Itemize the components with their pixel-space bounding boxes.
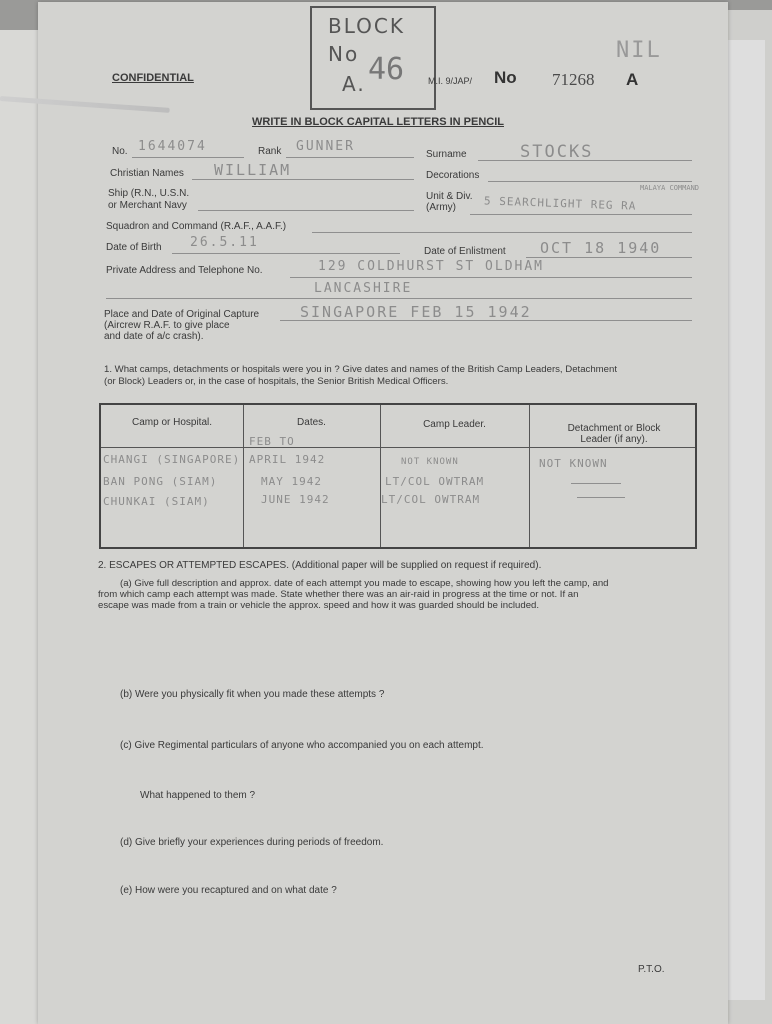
- capture-label-3: and date of a/c crash).: [104, 331, 204, 342]
- rank-line: [286, 157, 414, 158]
- row3-leader: LT/COL OWTRAM: [381, 493, 481, 506]
- row3-detachment-dash: [577, 497, 625, 498]
- enlistment-value: OCT 18 1940: [540, 239, 662, 257]
- row1-leader: NOT KNOWN: [401, 457, 459, 467]
- row3-camp: CHUNKAI (SIAM): [103, 495, 210, 508]
- dates-top-note: FEB TO: [249, 435, 295, 448]
- decorations-label: Decorations: [426, 170, 480, 181]
- row2-dates: MAY 1942: [261, 475, 322, 488]
- no-line: [132, 157, 244, 158]
- squadron-label: Squadron and Command (R.A.F., A.A.F.): [106, 221, 287, 232]
- q2-a-line-1: (a) Give full description and approx. date of each attempt you made to escape, showing how you left the camp, and: [120, 578, 609, 589]
- nil-handwritten-note: NIL: [616, 38, 662, 63]
- stamp-no-text: No: [328, 42, 360, 66]
- ship-label-1: Ship (R.N., U.S.N.: [108, 188, 190, 199]
- camps-table: [99, 403, 697, 549]
- rank-label: Rank: [258, 146, 282, 157]
- header-detachment-1: Detachment or Block: [567, 423, 661, 434]
- back-sheet-edge: [724, 40, 765, 1000]
- unit-value-extra: MALAYA COMMAND: [640, 184, 700, 192]
- confidential-label: CONFIDENTIAL: [112, 72, 194, 84]
- address-label: Private Address and Telephone No.: [106, 265, 263, 276]
- row2-camp: BAN PONG (SIAM): [103, 475, 218, 488]
- unit-value: 5 SEARCHLIGHT REG RA: [483, 194, 637, 213]
- address-value-1: 129 COLDHURST ST OLDHAM: [318, 259, 545, 274]
- header-camp: Camp or Hospital.: [131, 417, 213, 428]
- no-label: No.: [112, 146, 128, 157]
- row2-detachment-dash: [571, 483, 621, 484]
- row1-dates: APRIL 1942: [249, 453, 326, 466]
- row1-detachment: NOT KNOWN: [539, 457, 608, 470]
- capture-label-2: (Aircrew R.A.F. to give place: [104, 320, 230, 331]
- ship-label-2: or Merchant Navy: [108, 200, 187, 211]
- enlistment-line: [526, 257, 692, 258]
- dob-value: 26.5.11: [190, 235, 259, 250]
- q1-text-1: 1. What camps, detachments or hospitals were you in ? Give dates and names of the British Camp Leaders, Detachment: [104, 364, 617, 375]
- q2-d: (d) Give briefly your experiences during periods of freedom.: [120, 837, 384, 848]
- row3-dates: JUNE 1942: [261, 493, 330, 506]
- surname-value: STOCKS: [520, 142, 594, 162]
- no-value: 1644074: [138, 139, 207, 154]
- header-camp-leader: Camp Leader.: [423, 419, 486, 430]
- stamp-a-text: A.: [342, 72, 366, 96]
- q2-title: 2. ESCAPES OR ATTEMPTED ESCAPES. (Additional paper will be supplied on request if required).: [98, 560, 542, 571]
- dob-label: Date of Birth: [106, 242, 162, 253]
- ship-line: [198, 210, 414, 211]
- capture-value: SINGAPORE FEB 15 1942: [300, 303, 532, 321]
- q2-c-followup: What happened to them ?: [140, 790, 256, 801]
- squadron-line: [312, 232, 692, 233]
- address-value-2: LANCASHIRE: [314, 281, 413, 296]
- unit-line: [470, 214, 692, 215]
- row2-leader: LT/COL OWTRAM: [385, 475, 485, 488]
- pto-label: P.T.O.: [638, 964, 665, 975]
- table-header-divider: [101, 447, 695, 448]
- address-line-2: [106, 298, 692, 299]
- ref-prefix: M.I. 9/JAP/: [428, 76, 473, 86]
- header-detachment-2: Leader (if any).: [580, 434, 648, 445]
- surname-label: Surname: [426, 149, 467, 160]
- christian-names-value: WILLIAM: [214, 161, 292, 179]
- ref-suffix: A: [626, 70, 639, 89]
- decorations-line: [488, 181, 692, 182]
- enlistment-label: Date of Enlistment: [424, 246, 506, 257]
- capture-label-1: Place and Date of Original Capture: [104, 309, 260, 320]
- ref-no-label: No: [494, 68, 517, 87]
- q2-c: (c) Give Regimental particulars of anyone who accompanied you on each attempt.: [120, 740, 484, 751]
- q2-e: (e) How were you recaptured and on what date ?: [120, 885, 337, 896]
- q1-text-2: (or Block) Leaders or, in the case of hospitals, the Senior British Medical Officers.: [104, 376, 449, 387]
- unit-label-1: Unit & Div.: [426, 191, 473, 202]
- christian-names-line: [192, 179, 414, 180]
- stamp-handwritten-number: 46: [368, 52, 405, 87]
- christian-names-label: Christian Names: [110, 168, 184, 179]
- rank-value: GUNNER: [296, 139, 355, 154]
- header-dates: Dates.: [297, 417, 326, 428]
- instruction-heading: WRITE IN BLOCK CAPITAL LETTERS IN PENCIL: [252, 116, 504, 128]
- q2-b: (b) Were you physically fit when you made these attempts ?: [120, 689, 385, 700]
- q2-a-line-2: from which camp each attempt was made. State whether there was an air-raid in progress at the time or not. If an: [98, 589, 579, 600]
- stamp-block-text: BLOCK: [328, 14, 405, 38]
- dob-line: [172, 253, 400, 254]
- row1-camp: CHANGI (SINGAPORE): [103, 453, 241, 466]
- q2-a-line-3: escape was made from a train or vehicle the approx. speed and how it was guarded should be included.: [98, 600, 540, 611]
- unit-label-2: (Army): [426, 202, 456, 213]
- block-stamp: [310, 6, 436, 110]
- ref-number: 71268: [552, 70, 595, 89]
- address-line-1: [290, 277, 692, 278]
